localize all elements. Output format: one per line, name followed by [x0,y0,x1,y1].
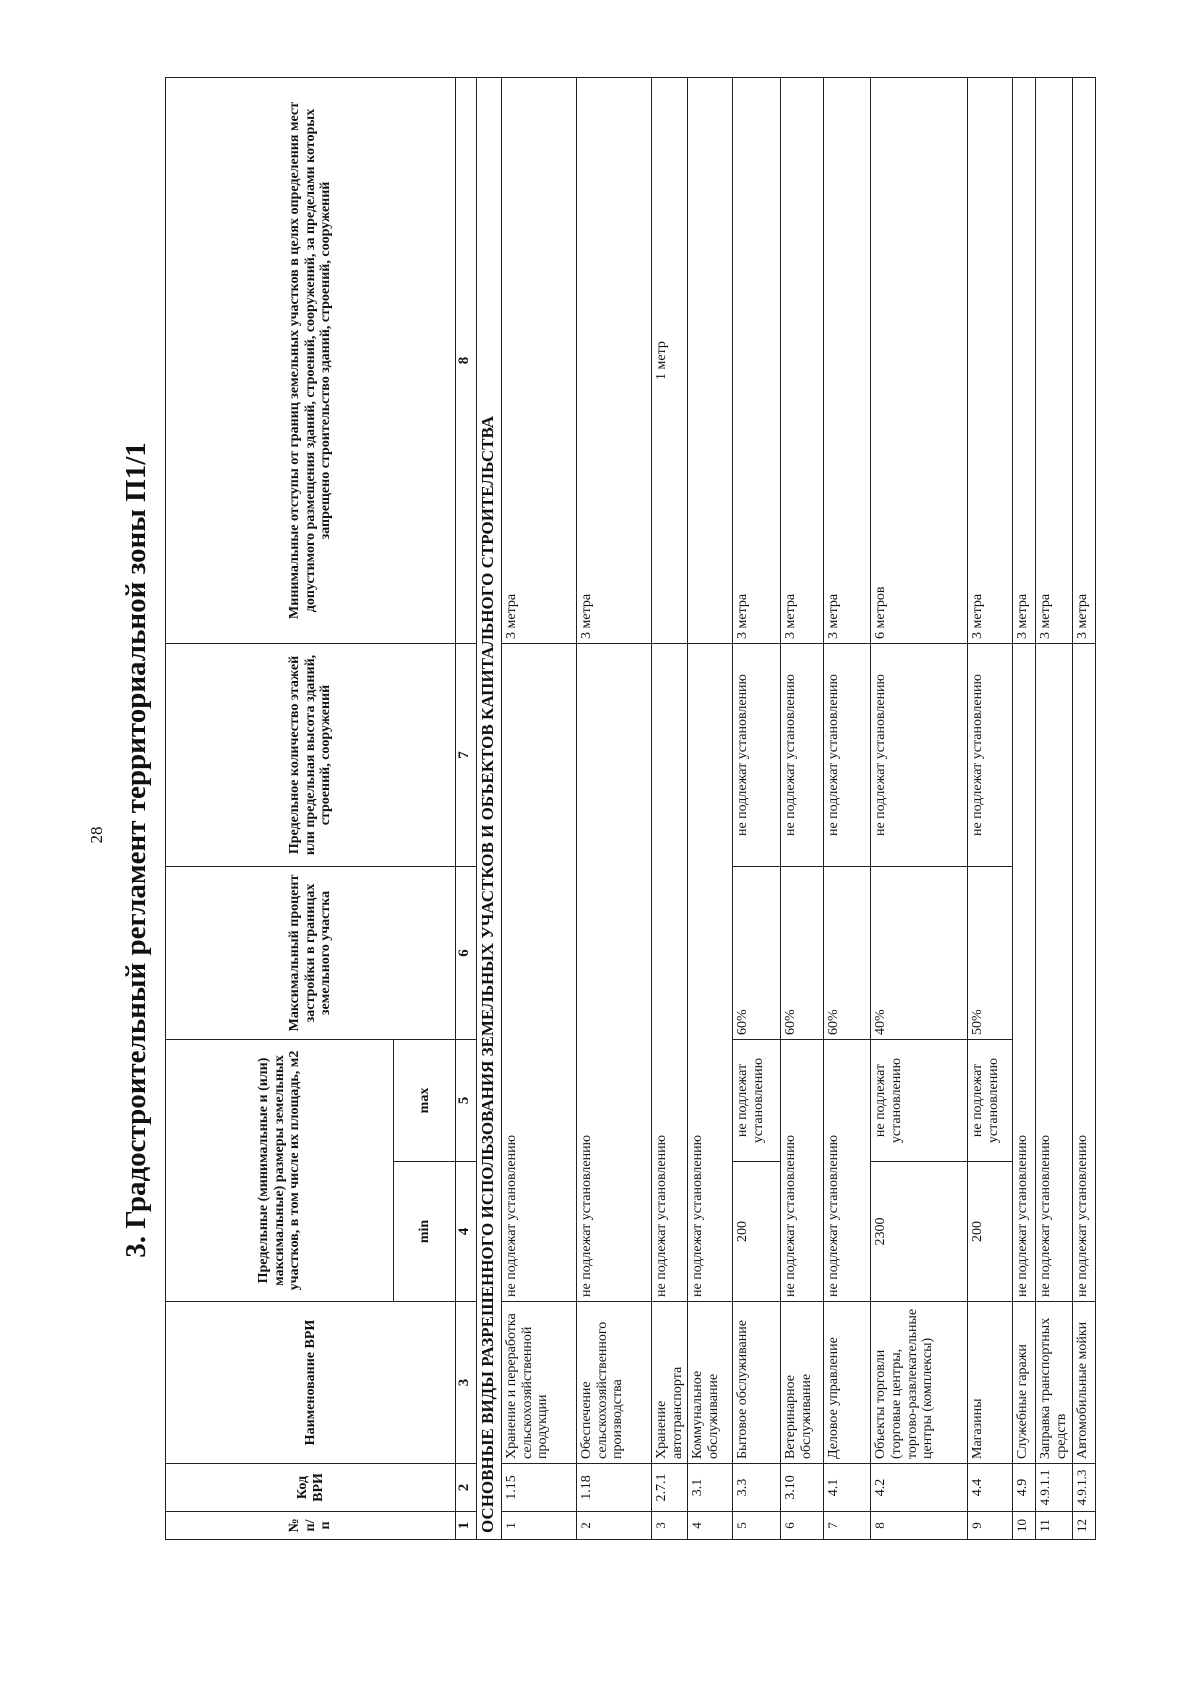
table-row [1013,78,1036,1540]
rotated-table-container [165,78,1090,1540]
header-code: Код ВРИ [166,1464,456,1512]
row-number: 2 [577,1512,652,1540]
row-number: 12 [1072,1512,1095,1540]
row-area-merged: не подлежат установлению [652,644,688,1302]
column-number: 8 [456,78,477,644]
row-area-min: 200 [733,1162,781,1302]
row-setback: 6 метров [871,78,968,644]
row-code: 4.9.1.1 [1036,1464,1072,1512]
row-floors: не подлежат установлению [733,644,781,867]
row-name: Обеспечение сельскохозяйственного производства [577,1302,652,1464]
row-code: 3.1 [688,1464,733,1512]
row-code: 3.10 [781,1464,824,1512]
header-area: Предельные (минимальные и (или) максимальные) размеры земельных участков, в том числе их площадь, м2 [166,1040,394,1302]
row-number: 10 [1013,1512,1036,1540]
row-floors: не подлежат установлению [968,644,1013,867]
column-number: 4 [456,1162,477,1302]
table-row [1036,78,1072,1540]
row-setback: 3 метра [781,78,824,644]
row-area-max: не подлежат установлению [733,1040,781,1162]
table-row [577,78,652,1540]
row-code: 4.9 [1013,1464,1036,1512]
row-name: Заправка транспортных средств [1036,1302,1072,1464]
row-area-merged: не подлежат установлению [688,644,733,1302]
column-number: 7 [456,644,477,867]
regulation-table [165,77,1096,1540]
row-area-merged: не подлежат установлению [824,1040,871,1302]
row-area-merged: не подлежат установлению [781,1040,824,1302]
table-row [652,78,688,1540]
row-number: 8 [871,1512,968,1540]
table-row [733,78,781,1540]
table-row [824,78,871,1540]
row-number: 5 [733,1512,781,1540]
row-name: Деловое управление [824,1302,871,1464]
header-floors: Предельное количество этажей или предельная высота зданий, строений, сооружений [166,644,456,867]
section-title: ОСНОВНЫЕ ВИДЫ РАЗРЕШЕННОГО ИСПОЛЬЗОВАНИЯ ЗЕМЕЛЬНЫХ УЧАСТКОВ И ОБЪЕКТОВ КАПИТАЛЬНОГО СТРОИТЕЛЬСТВА [477,78,502,1540]
row-area-min: 200 [968,1162,1013,1302]
row-code: 3.3 [733,1464,781,1512]
row-setback: 3 метра [502,78,577,644]
header-setbacks: Минимальные отступы от границ земельных участков в целях определения мест допустимого размещения зданий, строений, сооружений, за пределами которых запрещено строительство зданий, строений, сооружений [166,78,456,644]
row-area-merged: не подлежат установлению [577,644,652,1302]
row-name: Хранение и переработка сельскохозяйственной продукции [502,1302,577,1464]
row-code: 4.9.1.3 [1072,1464,1095,1512]
row-name: Автомобильные мойки [1072,1302,1095,1464]
section-row [477,78,502,1540]
row-code: 4.4 [968,1464,1013,1512]
row-percent: 60% [781,867,824,1040]
column-number: 5 [456,1040,477,1162]
row-name: Бытовое обслуживание [733,1302,781,1464]
row-setback: 1 метр [652,78,688,644]
table-row [1072,78,1095,1540]
row-setback: 3 метра [824,78,871,644]
row-setback: 3 метра [968,78,1013,644]
row-code: 4.1 [824,1464,871,1512]
header-name: Наименование ВРИ [166,1302,456,1464]
column-number: 6 [456,867,477,1040]
row-code: 1.18 [577,1464,652,1512]
row-percent: 60% [824,867,871,1040]
row-setback: 3 метра [1072,78,1095,644]
row-number: 9 [968,1512,1013,1540]
row-area-merged: не подлежат установлению [1072,644,1095,1302]
row-percent: 50% [968,867,1013,1040]
row-name: Хранение автотранспорта [652,1302,688,1464]
row-number: 1 [502,1512,577,1540]
column-number: 3 [456,1302,477,1464]
table-row [781,78,824,1540]
page-heading: 3. Градостроительный регламент территориальной зоны П1/1 [120,442,152,1258]
header-max-percent: Максимальный процент застройки в границах земельного участка [166,867,456,1040]
table-row [688,78,733,1540]
table-row [502,78,577,1540]
row-floors: не подлежат установлению [781,644,824,867]
row-area-merged: не подлежат установлению [1036,644,1072,1302]
row-name: Магазины [968,1302,1013,1464]
header-area-max: max [394,1040,456,1162]
row-setback: 3 метра [1036,78,1072,644]
row-code: 4.2 [871,1464,968,1512]
column-number: 2 [456,1464,477,1512]
header-num: № п/п [166,1512,456,1540]
row-code: 2.7.1 [652,1464,688,1512]
row-percent: 40% [871,867,968,1040]
row-setback: 3 метра [577,78,652,644]
column-number-row [456,78,477,1540]
row-percent: 60% [733,867,781,1040]
row-setback: 3 метра [1013,78,1036,644]
row-area-max: не подлежат установлению [871,1040,968,1162]
row-area-merged: не подлежат установлению [502,644,577,1302]
header-area-min: min [394,1162,456,1302]
row-area-max: не подлежат установлению [968,1040,1013,1162]
row-name: Ветеринарное обслуживание [781,1302,824,1464]
row-number: 6 [781,1512,824,1540]
row-number: 4 [688,1512,733,1540]
row-number: 3 [652,1512,688,1540]
row-area-merged: не подлежат установлению [1013,644,1036,1302]
table-row [968,78,1013,1540]
row-name: Объекты торговли (торговые центры, торгово-развлекательные центры (комплексы) [871,1302,968,1464]
table-row [871,78,968,1540]
row-name: Коммунальное обслуживание [688,1302,733,1464]
row-code: 1.15 [502,1464,577,1512]
row-floors: не подлежат установлению [871,644,968,867]
row-number: 7 [824,1512,871,1540]
row-setback: 3 метра [733,78,781,644]
row-area-min: 2300 [871,1162,968,1302]
row-setback [688,78,733,644]
row-name: Служебные гаражи [1013,1302,1036,1464]
page-number: 28 [87,826,106,844]
column-number: 1 [456,1512,477,1540]
row-floors: не подлежат установлению [824,644,871,867]
row-number: 11 [1036,1512,1072,1540]
